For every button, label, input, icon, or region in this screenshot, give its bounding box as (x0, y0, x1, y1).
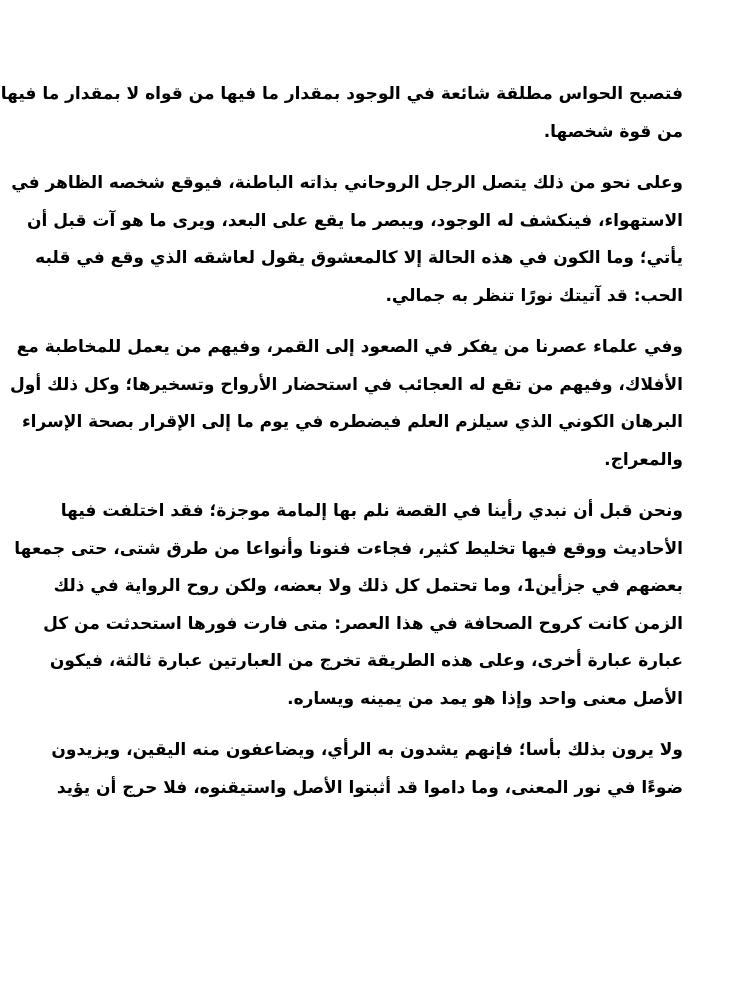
paragraph (10, 329, 683, 479)
paragraph (0, 76, 683, 151)
text-line: الأفلاك، وفيهم من تقع له العجائب في استحضار الأرواح وتسخيرها؛ وكل ذلك أول (10, 374, 683, 395)
text-line: البرهان الكوني الذي سيلزم العلم فيضطره في يوم ما إلى الإقرار بصحة الإسراء (21, 412, 683, 432)
text-line: فتصبح الحواس مطلقة شائعة في الوجود بمقدار ما فيها من قواه لا بمقدار ما فيها (0, 84, 683, 104)
text-line: من قوة شخصها. (543, 121, 683, 142)
text-line: الأحاديث ووقع فيها تخليط كثير، فجاءت فنونا وأنواعا من طرق شتى، حتى جمعها (14, 538, 683, 559)
text-line: ضوءًا في نور المعنى، وما داموا قد أثبتوا الأصل واستيقنوه، فلا حرج أن يؤيد (56, 777, 683, 798)
text-line: عبارة عبارة أخرى، وعلى هذه الطريقة تخرج من العبارتين عبارة ثالثة، فيكون (49, 651, 683, 671)
paragraph (51, 732, 683, 807)
paragraph (14, 493, 683, 718)
paragraph (11, 165, 683, 315)
text-line: والمعراج. (604, 449, 683, 470)
text-line: الأصل معنى واحد وإذا هو يمد من يمينه ويساره. (287, 688, 683, 709)
text-line: الزمن كانت كروح الصحافة في هذا العصر: متى فارت فورها استحدثت من كل (43, 613, 683, 634)
text-line: الحب: قد آتيتك نورًا تنظر به جمالي. (385, 285, 683, 306)
text-line: يأتي؛ وما الكون في هذه الحالة إلا كالمعشوق يقول لعاشقه الذي وقع في قلبه (35, 248, 683, 268)
text-line: الاستهواء، فينكشف له الوجود، ويبصر ما يقع على البعد، ويرى ما هو آت قبل أن (26, 210, 683, 231)
text-line: ونحن قبل أن نبدي رأينا في القصة نلم بها إلمامة موجزة؛ فقد اختلفت فيها (60, 501, 683, 521)
text-line: ولا يرون بذلك بأسا؛ فإنهم يشدون به الرأي، ويضاعفون منه اليقين، ويزيدون (51, 740, 683, 760)
text-line: بعضهم في جزأين1، وما تحتمل كل ذلك ولا بعضه، ولكن روح الرواية في ذلك (53, 576, 683, 596)
text-line: وفي علماء عصرنا من يفكر في الصعود إلى القمر، وفيهم من يعمل للمخاطبة مع (16, 337, 683, 357)
text-line: وعلى نحو من ذلك يتصل الرجل الروحاني بذاته الباطنة، فيوقع شخصه الظاهر في (11, 173, 683, 193)
